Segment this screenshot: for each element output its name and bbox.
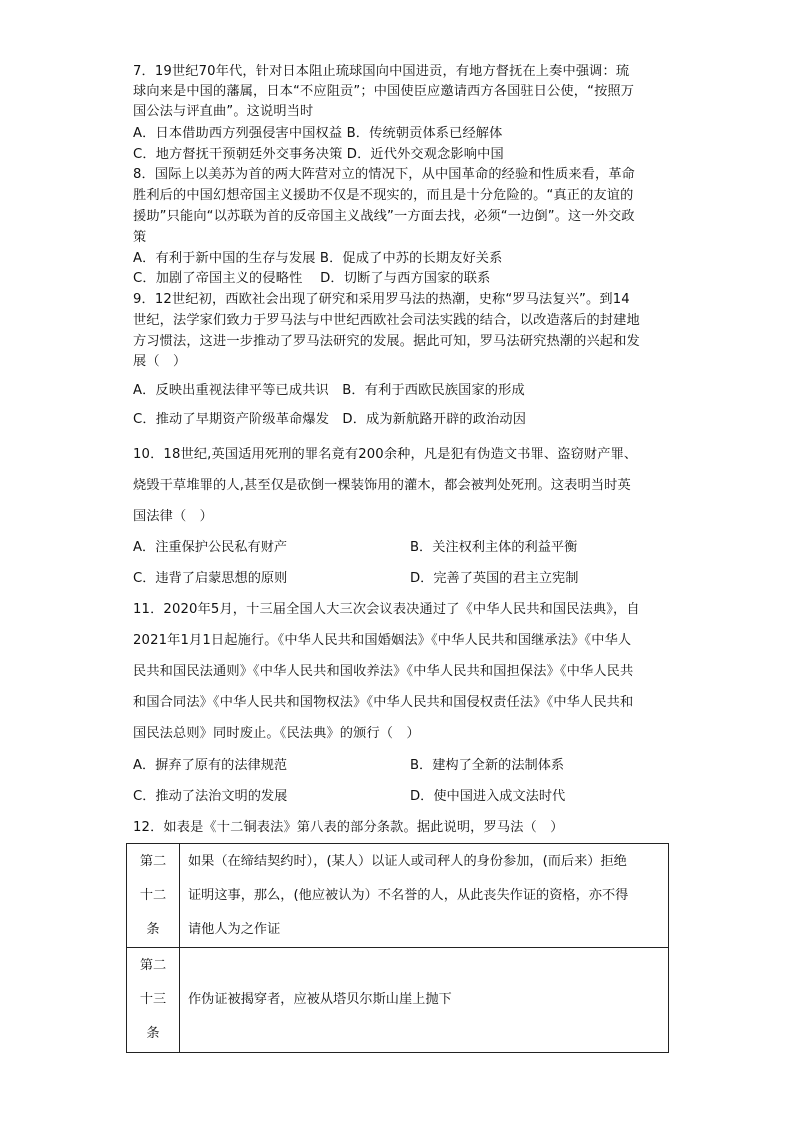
q7-stem-line: 7．19世纪70年代，针对日本阻止琉球国向中国进贡，有地方督抚在上奏中强调：琉	[133, 64, 630, 79]
q10-option-c: C．违背了启蒙思想的原则	[133, 571, 288, 586]
q12-stem: 12．如表是《十二铜表法》第八表的部分条款。据此说明，罗马法（ ）	[133, 820, 564, 835]
article-number-line: 第二	[139, 853, 167, 869]
article-text-line: 请他人为之作证	[188, 921, 281, 937]
article-text-line: 作伪证被揭穿者，应被从塔贝尔斯山崖上抛下	[188, 992, 452, 1007]
article-number-line: 条	[146, 921, 160, 937]
q7-stem-line: 球向来是中国的藩属，日本“不应阻贡”；中国使臣应邀请西方各国驻日公使，“按照万	[133, 84, 635, 99]
article-number-line: 十三	[139, 992, 167, 1007]
table-row	[127, 844, 669, 948]
q11-option-b: B．建构了全新的法制体系	[410, 758, 565, 773]
table-row	[127, 948, 669, 1053]
q8-stem-line: 胜利后的中国幻想帝国主义援助不仅是不现实的，而且是十分危险的。“真正的友谊的	[133, 188, 634, 203]
q10-option-d: D．完善了英国的君主立宪制	[410, 571, 579, 586]
article-text-line: 证明这事，那么，(他应被认为）不名誉的人，从此丧失作证的资格，亦不得	[188, 887, 629, 903]
q7-options-ab: A．日本借助西方列强侵害中国权益 B．传统朝贡体系已经解体	[133, 126, 503, 141]
q9-stem-line: 世纪，法学家们致力于罗马法与中世纪西欧社会司法实践的结合，以改造落后的封建地	[133, 313, 640, 328]
twelve-tables-excerpt-table	[126, 843, 669, 1053]
q10-stem-line: 10．18世纪,英国适用死刑的罪名竟有200余种，凡是犯有伪造文书罪、盗窃财产罪、	[133, 447, 638, 462]
q9-options-cd: C．推动了早期资产阶级革命爆发 D．成为新航路开辟的政治动因	[133, 412, 527, 427]
q11-option-a: A．摒弃了原有的法律规范	[133, 758, 288, 773]
q10-option-a: A．注重保护公民私有财产	[133, 540, 288, 555]
q10-stem-line: 烧毁干草堆罪的人,甚至仅是砍倒一棵装饰用的灌木，都会被判处死刑。这表明当时英	[133, 478, 631, 493]
q9-stem-line: 展（ ）	[133, 354, 187, 369]
q9-options-ab: A．反映出重视法律平等已成共识 B．有利于西欧民族国家的形成	[133, 383, 525, 398]
q7-options-cd: C．地方督抚干预朝廷外交事务决策 D．近代外交观念影响中国	[133, 147, 504, 162]
article-number-line: 条	[146, 1026, 160, 1041]
article-number-cell	[127, 844, 180, 948]
q11-stem-line: 民共和国民法通则》《中华人民共和国收养法》《中华人民共和国担保法》《中华人民共	[133, 664, 634, 679]
q8-stem-line: 策	[133, 230, 147, 245]
q11-stem-line: 和国合同法》《中华人民共和国物权法》《中华人民共和国侵权责任法》《中华人民共和	[133, 695, 634, 710]
q9-stem-line: 方习惯法，这进一步推动了罗马法研究的发展。据此可知，罗马法研究热潮的兴起和发	[133, 334, 640, 349]
q11-stem-line: 2021年1月1日起施行。《中华人民共和国婚姻法》《中华人民共和国继承法》《中华人	[133, 633, 632, 648]
q10-option-b: B．关注权利主体的利益平衡	[410, 540, 578, 555]
article-number-cell	[127, 948, 180, 1053]
q7-stem-line: 国公法与评直曲”。这说明当时	[133, 104, 314, 119]
q8-stem-line: 援助”只能向“以苏联为首的反帝国主义战线”一方面去找，必须“一边倒”。这一外交政	[133, 209, 635, 224]
q11-option-d: D．使中国进入成文法时代	[410, 789, 566, 804]
q11-stem-line: 国民法总则》同时废止。《民法典》的颁行（ ）	[133, 726, 420, 741]
article-text-line: 如果（在缔结契约时），(某人）以证人或司秤人的身份参加，(而后来）拒绝	[188, 853, 627, 869]
q10-stem-line: 国法律（ ）	[133, 509, 214, 524]
q8-stem-line: 8．国际上以美苏为首的两大阵营对立的情况下，从中国革命的经验和性质来看，革命	[133, 167, 636, 182]
article-text-cell	[180, 844, 669, 948]
q8-options-ab: A．有利于新中国的生存与发展 B．促成了中苏的长期友好关系	[133, 251, 503, 266]
q8-options-cd: C．加剧了帝国主义的侵略性 D．切断了与西方国家的联系	[133, 271, 491, 286]
article-number-line: 第二	[139, 958, 167, 973]
article-number-line: 十二	[139, 887, 167, 903]
q11-stem-line: 11．2020年5月，十三届全国人大三次会议表决通过了《中华人民共和国民法典》，自	[133, 602, 640, 617]
q9-stem-line: 9．12世纪初，西欧社会出现了研究和采用罗马法的热潮，史称“罗马法复兴”。到14	[133, 292, 630, 307]
q11-option-c: C．推动了法治文明的发展	[133, 789, 288, 804]
article-text-cell	[180, 948, 669, 1053]
